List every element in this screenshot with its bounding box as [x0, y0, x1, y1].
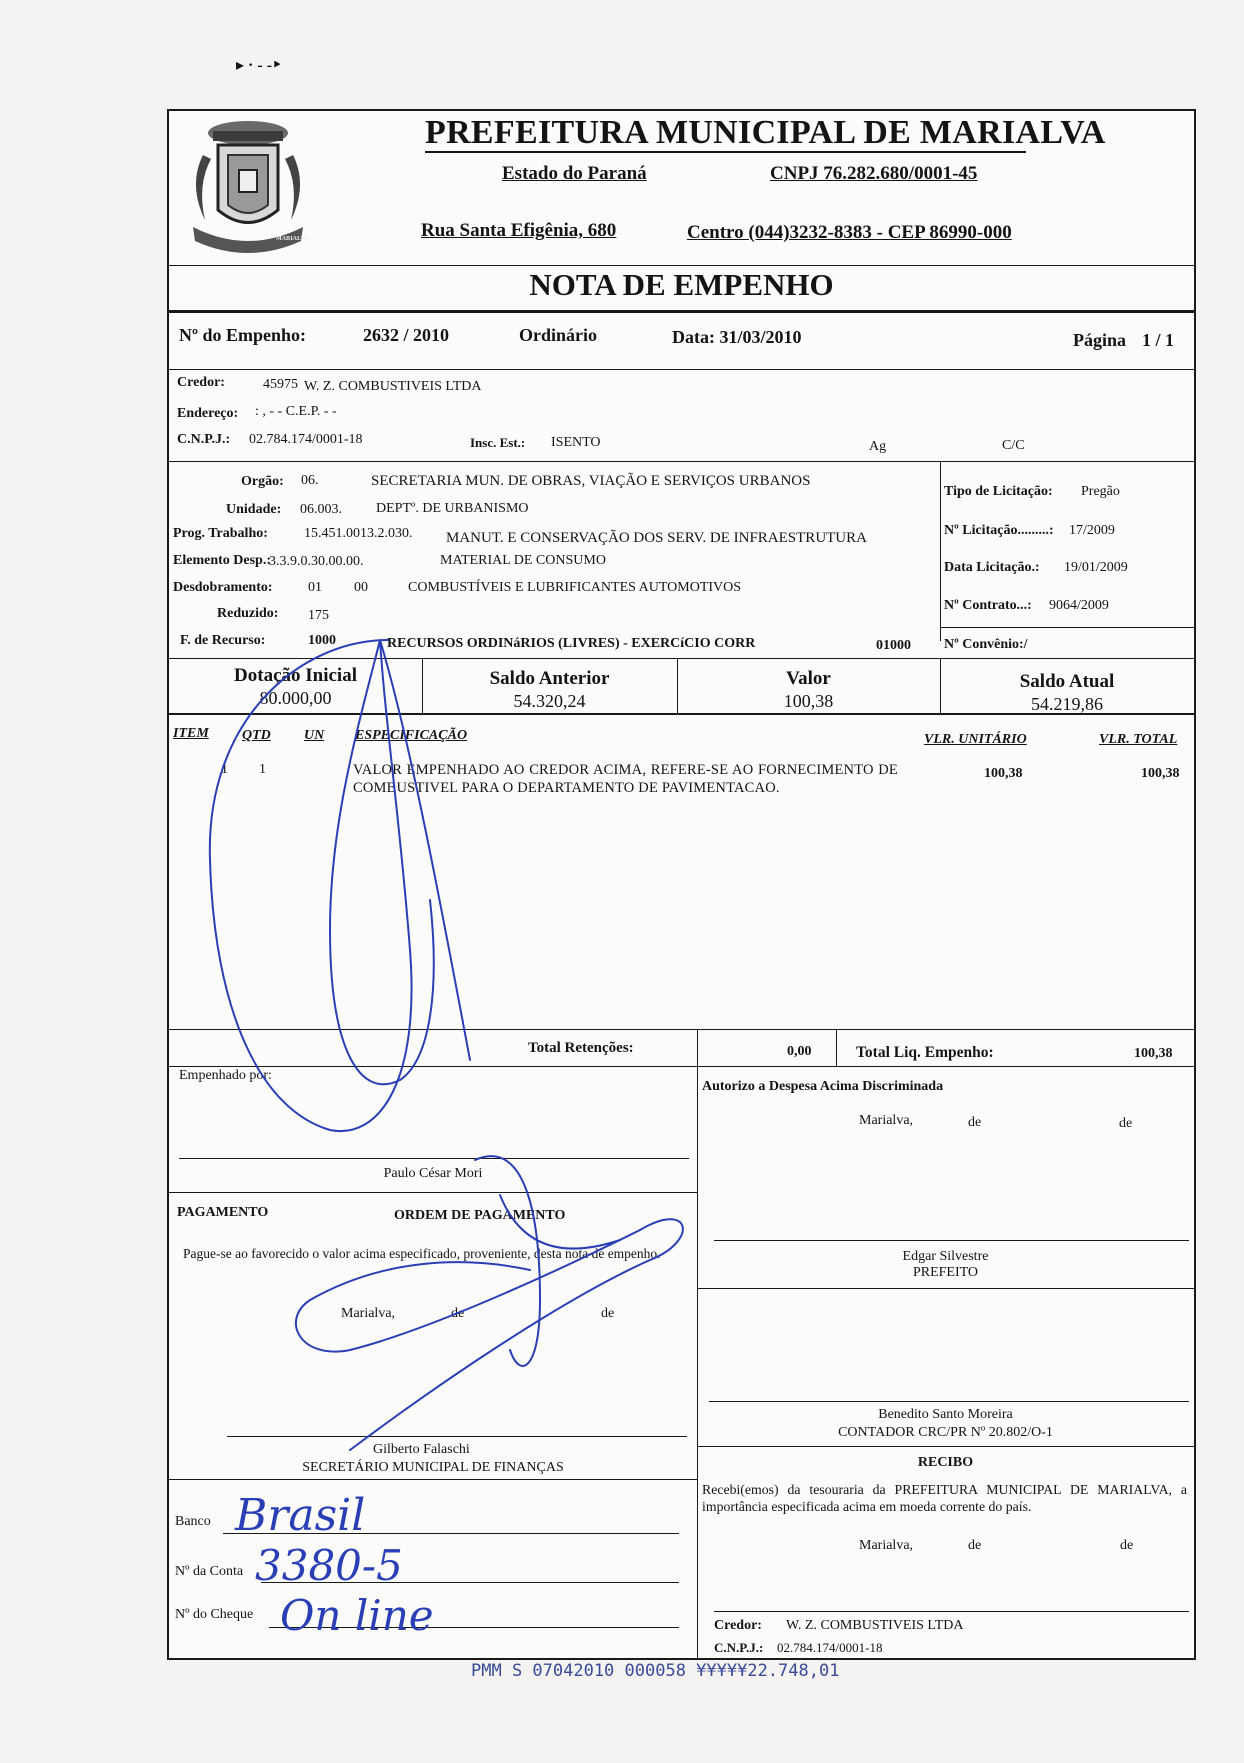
tipo-licitacao-value: Pregão: [1081, 484, 1120, 499]
recibo-city: Marialva,: [859, 1538, 914, 1553]
orgao-code: 06.: [301, 473, 319, 488]
endereco-label: Endereço:: [177, 406, 239, 421]
empenho-date: Data: 31/03/2010: [672, 327, 802, 347]
divider: [697, 1066, 698, 1660]
tipo-licitacao-label: Tipo de Licitação:: [944, 484, 1053, 499]
pagamento-de1: de: [451, 1306, 465, 1321]
elemento-label: Elemento Desp.:: [173, 553, 271, 568]
orgao-label: Orgão:: [241, 474, 284, 489]
insc-value: ISENTO: [551, 435, 601, 450]
empenho-number: 2632 / 2010: [363, 325, 450, 345]
recibo-cnpj: 02.784.174/0001-18: [777, 1640, 883, 1655]
autorizo-label: Autorizo a Despesa Acima Discriminada: [702, 1079, 944, 1094]
recurso-code: 1000: [308, 633, 336, 648]
num-licitacao-value: 17/2009: [1069, 523, 1115, 538]
header-address-rest: Centro (044)3232-8383 - CEP 86990-000: [687, 222, 1012, 243]
divider: [940, 627, 1194, 628]
contrato-label: Nº Contrato...:: [944, 598, 1032, 613]
divider: [169, 1029, 1194, 1030]
dotacao-label: Dotação Inicial: [234, 665, 357, 686]
total-liq-label: Total Liq. Empenho:: [856, 1044, 994, 1061]
conta-line: [261, 1582, 679, 1583]
saldo-atual-label: Saldo Atual: [1019, 671, 1115, 692]
divider: [169, 369, 1194, 370]
elemento-name: MATERIAL DE CONSUMO: [440, 553, 606, 568]
page-label: Página: [1073, 330, 1127, 350]
col-header-un: UN: [304, 728, 325, 743]
credor-name: W. Z. COMBUSTIVEIS LTDA: [304, 379, 482, 394]
unidade-name: DEPTº. DE URBANISMO: [376, 501, 529, 516]
item-vlr-unitario: 100,38: [984, 766, 1023, 781]
saldo-anterior-value: 54.320,24: [513, 691, 586, 711]
credor-code: 45975: [263, 377, 298, 392]
divider: [940, 461, 941, 641]
cheque-label: Nº do Cheque: [175, 1607, 254, 1622]
saldo-atual-value: 54.219,86: [1031, 694, 1103, 714]
reduzido-value: 175: [308, 608, 329, 623]
desdobramento-code2: 00: [354, 580, 368, 595]
conta-handwritten: 3380-5: [255, 1541, 403, 1590]
divider: [697, 1029, 698, 1066]
col-header-qtd: QTD: [242, 728, 271, 743]
pagamento-text: Pague-se ao favorecido o valor acima especificado, proveniente, desta nota de empenho.: [183, 1246, 661, 1261]
recibo-text: Recebi(emos) da tesouraria da PREFEITURA MUNICIPAL DE MARIALVA, a importância especificada acima em moeda corrente do país.: [702, 1482, 1187, 1515]
contrato-value: 9064/2009: [1049, 598, 1109, 613]
divider: [697, 1446, 1194, 1447]
pagamento-city: Marialva,: [341, 1306, 396, 1321]
cheque-line: [269, 1627, 679, 1628]
signature-line: [709, 1401, 1189, 1402]
conta-corrente-label: C/C: [1002, 438, 1025, 453]
divider: [169, 310, 1194, 313]
divider: [169, 265, 1194, 266]
seal-ribbon-text: MARIALVA: [276, 236, 309, 242]
recurso-name: RECURSOS ORDINáRIOS (LIVRES) - EXERCíCIO CORR: [387, 636, 756, 651]
document-title: NOTA DE EMPENHO: [529, 267, 834, 302]
recibo-de2: de: [1120, 1538, 1134, 1553]
total-retencoes-value: 0,00: [787, 1044, 812, 1059]
cheque-handwritten: On line: [280, 1591, 434, 1640]
divider: [169, 461, 1194, 462]
recurso-label: F. de Recurso:: [180, 633, 266, 648]
empenhado-name: Paulo César Mori: [383, 1166, 483, 1181]
divider: [169, 1192, 697, 1193]
divider: [169, 1479, 697, 1480]
pagamento-label: PAGAMENTO: [177, 1205, 269, 1220]
saldo-anterior-label: Saldo Anterior: [489, 668, 610, 689]
prefeito-role: PREFEITO: [912, 1265, 979, 1280]
signature-line: [714, 1611, 1189, 1612]
conta-label: Nº da Conta: [175, 1564, 244, 1579]
empenhado-label: Empenhado por:: [179, 1068, 272, 1083]
prefeitura-title: PREFEITURA MUNICIPAL DE MARIALVA: [425, 114, 1106, 151]
divider: [169, 713, 1194, 715]
recibo-credor-name: W. Z. COMBUSTIVEIS LTDA: [786, 1618, 964, 1633]
total-retencoes-label: Total Retenções:: [528, 1040, 634, 1056]
data-licitacao-label: Data Licitação.:: [944, 560, 1040, 575]
col-header-vlr-total: VLR. TOTAL: [1099, 732, 1178, 747]
unidade-label: Unidade:: [226, 502, 282, 517]
banco-line: [223, 1533, 679, 1534]
agencia-label: Ag: [869, 439, 887, 454]
header-address: Rua Santa Efigênia, 680: [421, 220, 617, 241]
desdobramento-name: COMBUSTÍVEIS E LUBRIFICANTES AUTOMOTIVOS: [408, 580, 742, 595]
desdobramento-label: Desdobramento:: [173, 580, 273, 595]
orgao-name: SECRETARIA MUN. DE OBRAS, VIAÇÃO E SERVIÇOS URBANOS: [371, 473, 811, 489]
header-cnpj: CNPJ 76.282.680/0001-45: [770, 163, 978, 184]
item-especificacao: VALOR EMPENHADO AO CREDOR ACIMA, REFERE-SE AO FORNECIMENTO DE COMBUSTIVEL PARA O DEPARTAMENTO DE PAVIMENTACAO.: [353, 762, 898, 797]
convenio-label: Nº Convênio:/: [944, 637, 1028, 652]
recibo-cnpj-label: C.N.P.J.:: [714, 1640, 764, 1655]
divider: [169, 1066, 1194, 1067]
autorizo-de2: de: [1119, 1116, 1133, 1131]
prog-trabalho-label: Prog. Trabalho:: [173, 526, 268, 541]
num-licitacao-label: Nº Licitação.........:: [944, 523, 1054, 538]
contador-name: Benedito Santo Moreira: [878, 1407, 1013, 1422]
signature-line: [714, 1240, 1189, 1241]
page-number: 1 / 1: [1142, 330, 1175, 350]
recibo-label: RECIBO: [917, 1455, 974, 1470]
desdobramento-code1: 01: [308, 580, 322, 595]
authentication-stamp: PMM S 07042010 000058 ¥¥¥¥¥22.748,01: [471, 1661, 840, 1681]
divider: [169, 658, 1194, 659]
divider: [697, 1288, 1194, 1289]
state-label: Estado do Paraná: [502, 163, 647, 184]
pagamento-de2: de: [601, 1306, 615, 1321]
cnpj-label: C.N.P.J.:: [177, 432, 231, 447]
banco-handwritten: Brasil: [235, 1490, 366, 1541]
endereco-value: : , - - C.E.P. - -: [255, 404, 337, 419]
dotacao-value: 80.000,00: [259, 688, 332, 708]
data-licitacao-value: 19/01/2009: [1064, 560, 1128, 575]
contador-role: CONTADOR CRC/PR Nº 20.802/O-1: [838, 1425, 1053, 1440]
credor-label: Credor:: [177, 375, 225, 390]
item-number: 1: [221, 762, 228, 777]
autorizo-city: Marialva,: [859, 1113, 914, 1128]
recibo-credor-label: Credor:: [714, 1618, 762, 1633]
reduzido-label: Reduzido:: [217, 606, 279, 621]
empenho-type: Ordinário: [519, 325, 598, 345]
ordem-pagamento-label: ORDEM DE PAGAMENTO: [394, 1208, 566, 1223]
elemento-code: 3.3.9.0.30.00.00.: [269, 554, 364, 569]
pagamento-signer-name: Gilberto Falaschi: [373, 1442, 470, 1457]
valor-value: 100,38: [783, 691, 834, 711]
valor-label: Valor: [786, 668, 831, 689]
item-vlr-total: 100,38: [1141, 766, 1180, 781]
col-header-especificacao: ESPECIFICAÇÃO: [355, 728, 468, 743]
col-header-item: ITEM: [173, 726, 209, 741]
signature-line: [227, 1436, 687, 1437]
prefeito-name: Edgar Silvestre: [902, 1249, 989, 1264]
col-header-vlr-unitario: VLR. UNITÁRIO: [924, 732, 1027, 747]
scan-marks: ▸ · - -‣: [236, 57, 283, 74]
title-underline: [425, 151, 1026, 153]
prog-trabalho-name: MANUT. E CONSERVAÇÃO DOS SERV. DE INFRAESTRUTURA: [446, 530, 867, 546]
signature-line: [179, 1158, 689, 1159]
item-qtd: 1: [259, 762, 266, 777]
empenho-number-label: Nº do Empenho:: [179, 325, 306, 345]
autorizo-de1: de: [968, 1115, 982, 1130]
recurso-code2: 01000: [876, 638, 911, 653]
recibo-de1: de: [968, 1538, 982, 1553]
prog-trabalho-code: 15.451.0013.2.030.: [304, 526, 413, 541]
total-liq-value: 100,38: [1134, 1046, 1173, 1061]
divider: [836, 1029, 837, 1066]
insc-label: Insc. Est.:: [470, 435, 526, 450]
unidade-code: 06.003.: [300, 502, 342, 517]
banco-label: Banco: [175, 1514, 211, 1529]
credor-cnpj: 02.784.174/0001-18: [249, 432, 363, 447]
pagamento-signer-role: SECRETÁRIO MUNICIPAL DE FINANÇAS: [302, 1460, 564, 1475]
nota-de-empenho-form: [167, 109, 1196, 1660]
